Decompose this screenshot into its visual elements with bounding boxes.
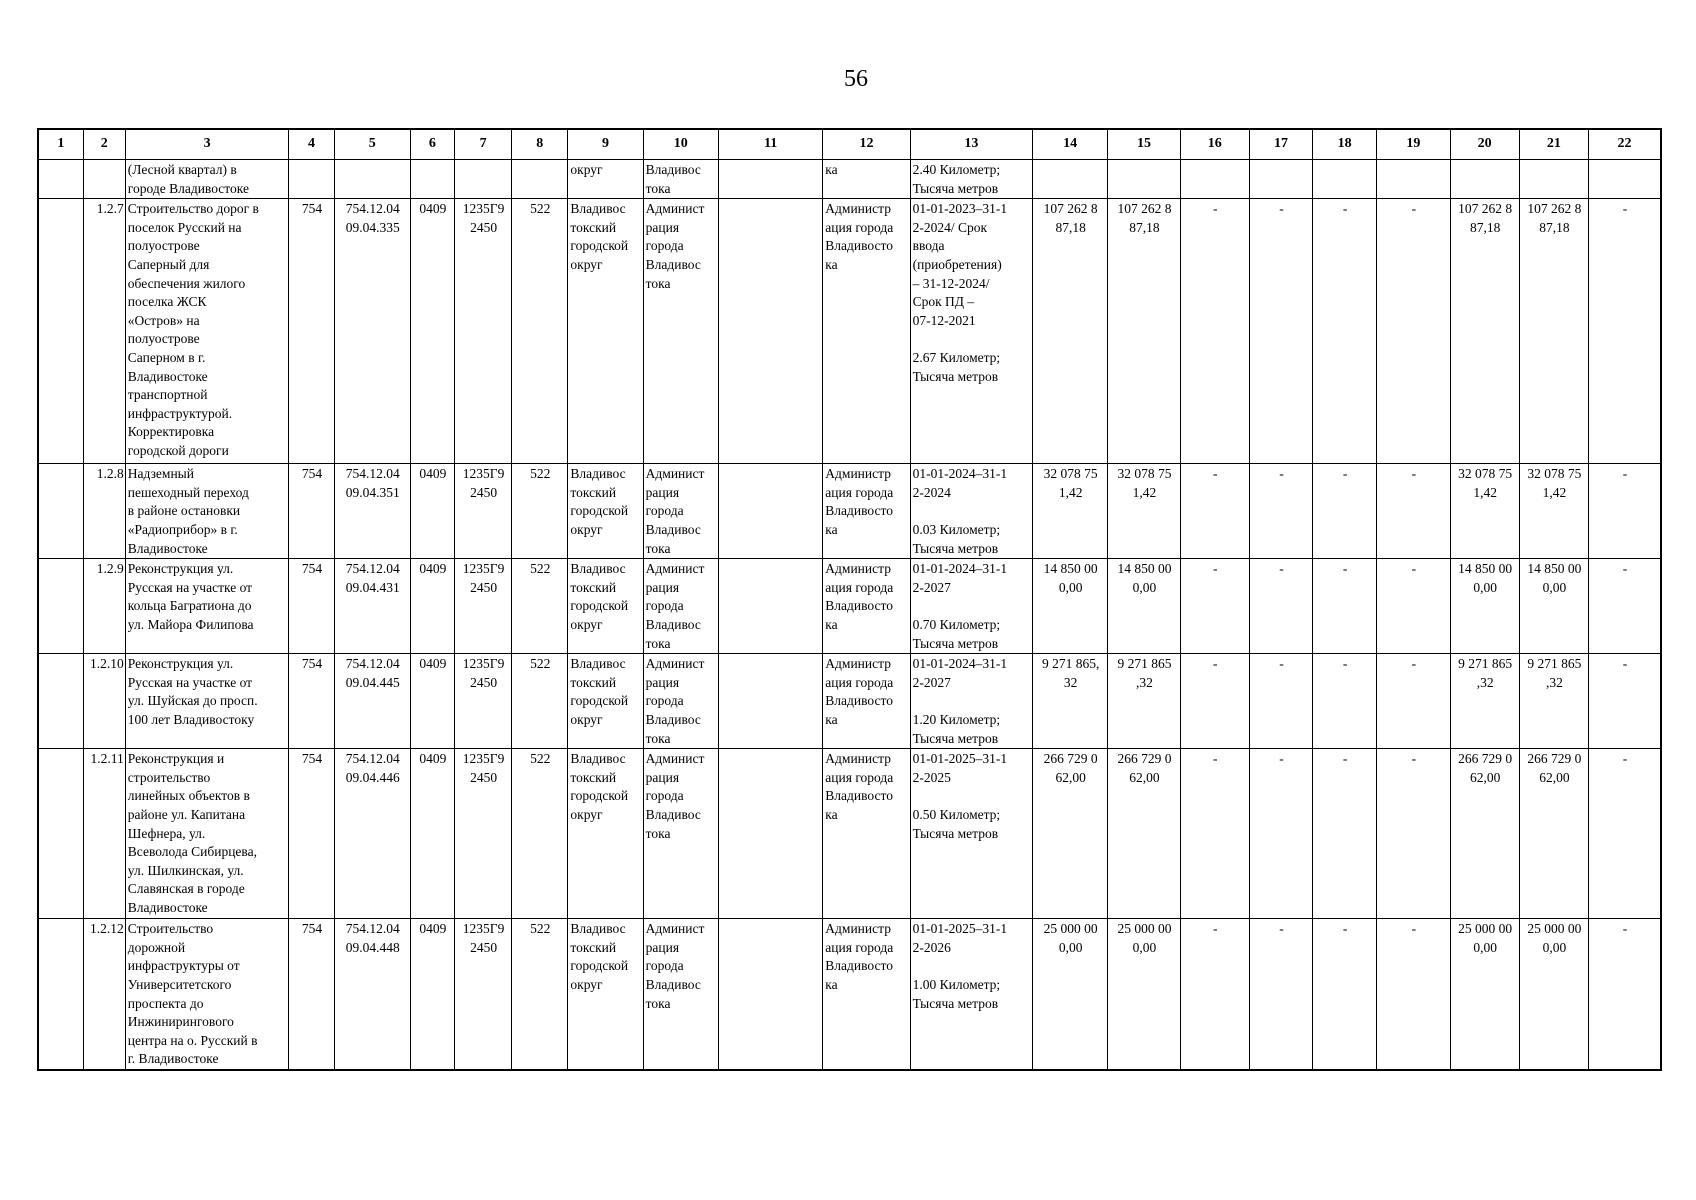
cell-c21: 9 271 865 ,32: [1519, 654, 1588, 749]
cell-c12: Администр ация города Владивосто ка: [823, 199, 910, 464]
cell-col-1: [38, 199, 83, 464]
header-row: [38, 129, 1661, 160]
column-header-13: 13: [910, 129, 1032, 160]
cell-c13: 01-01-2024–31-1 2-2027 0.70 Километр; Тысяча метров: [910, 559, 1032, 654]
cell-c5: 754.12.04 09.04.335: [334, 199, 410, 464]
cell-c15: 32 078 75 1,42: [1108, 464, 1180, 559]
cell-c14: 14 850 00 0,00: [1033, 559, 1108, 654]
cell-col-1: [38, 919, 83, 1070]
cell-c5: 754.12.04 09.04.446: [334, 749, 410, 919]
cell-c15: 9 271 865 ,32: [1108, 654, 1180, 749]
cell-num: 1.2.8: [83, 464, 125, 559]
data-table: [37, 128, 1662, 1071]
cell-c17: -: [1249, 199, 1312, 464]
cell-c19: [1377, 160, 1450, 199]
cell-c13: 2.40 Километр; Тысяча метров: [910, 160, 1032, 199]
table-row: [38, 654, 1661, 749]
cell-c17: -: [1249, 919, 1312, 1070]
cell-c10: Админист рация города Владивос тока: [643, 199, 718, 464]
cell-c12: Администр ация города Владивосто ка: [823, 559, 910, 654]
cell-c19: -: [1377, 464, 1450, 559]
cell-c18: -: [1313, 654, 1377, 749]
cell-c18: -: [1313, 464, 1377, 559]
cell-c20: [1450, 160, 1519, 199]
cell-c21: 14 850 00 0,00: [1519, 559, 1588, 654]
column-header-9: 9: [568, 129, 643, 160]
column-header-11: 11: [718, 129, 822, 160]
cell-c12: Администр ация города Владивосто ка: [823, 919, 910, 1070]
table-body: [38, 160, 1661, 1070]
cell-c9: Владивос токский городской округ: [568, 199, 643, 464]
cell-c18: -: [1313, 199, 1377, 464]
cell-c6: 0409: [410, 464, 454, 559]
cell-c19: -: [1377, 654, 1450, 749]
cell-c18: [1313, 160, 1377, 199]
cell-c6: 0409: [410, 199, 454, 464]
cell-num: 1.2.7: [83, 199, 125, 464]
cell-col-1: [38, 160, 83, 199]
cell-c18: -: [1313, 749, 1377, 919]
cell-c11: [718, 559, 822, 654]
cell-col-1: [38, 749, 83, 919]
cell-c22: -: [1589, 199, 1661, 464]
cell-c4: 754: [289, 749, 334, 919]
cell-col-1: [38, 654, 83, 749]
cell-c21: 32 078 75 1,42: [1519, 464, 1588, 559]
cell-c4: 754: [289, 559, 334, 654]
cell-name: Реконструкция ул. Русская на участке от кольца Багратиона до ул. Майора Филипова: [125, 559, 289, 654]
table-row: [38, 559, 1661, 654]
cell-c7: [454, 160, 511, 199]
cell-c5: 754.12.04 09.04.445: [334, 654, 410, 749]
cell-c15: 25 000 00 0,00: [1108, 919, 1180, 1070]
cell-num: 1.2.10: [83, 654, 125, 749]
cell-c20: 32 078 75 1,42: [1450, 464, 1519, 559]
cell-c12: Администр ация города Владивосто ка: [823, 464, 910, 559]
cell-c6: 0409: [410, 919, 454, 1070]
cell-c13: 01-01-2024–31-1 2-2027 1.20 Километр; Тысяча метров: [910, 654, 1032, 749]
cell-c16: -: [1180, 654, 1249, 749]
cell-c20: 9 271 865 ,32: [1450, 654, 1519, 749]
cell-c16: -: [1180, 749, 1249, 919]
cell-c20: 25 000 00 0,00: [1450, 919, 1519, 1070]
column-header-18: 18: [1313, 129, 1377, 160]
cell-c19: -: [1377, 749, 1450, 919]
cell-c12: Администр ация города Владивосто ка: [823, 749, 910, 919]
cell-c11: [718, 464, 822, 559]
cell-c16: -: [1180, 919, 1249, 1070]
cell-c22: -: [1589, 559, 1661, 654]
cell-c13: 01-01-2024–31-1 2-2024 0.03 Километр; Тысяча метров: [910, 464, 1032, 559]
cell-c22: -: [1589, 654, 1661, 749]
column-header-20: 20: [1450, 129, 1519, 160]
cell-c17: -: [1249, 749, 1312, 919]
cell-c10: Админист рация города Владивос тока: [643, 749, 718, 919]
cell-c14: 9 271 865, 32: [1033, 654, 1108, 749]
cell-name: Строительство дорог в поселок Русский на полуострове Саперный для обеспечения жилого поселка ЖСК «Остров» на полуострове Саперном в г. Владивостоке транспортной инфраструктурой. Корректировка городской дороги: [125, 199, 289, 464]
cell-c21: 107 262 8 87,18: [1519, 199, 1588, 464]
cell-c8: 522: [512, 749, 568, 919]
cell-c17: [1249, 160, 1312, 199]
cell-c16: [1180, 160, 1249, 199]
cell-c9: Владивос токский городской округ: [568, 464, 643, 559]
cell-c15: 14 850 00 0,00: [1108, 559, 1180, 654]
cell-c13: 01-01-2025–31-1 2-2025 0.50 Километр; Тысяча метров: [910, 749, 1032, 919]
cell-c20: 266 729 0 62,00: [1450, 749, 1519, 919]
cell-c6: [410, 160, 454, 199]
cell-c5: 754.12.04 09.04.448: [334, 919, 410, 1070]
cell-c4: [289, 160, 334, 199]
cell-c13: 01-01-2023–31-1 2-2024/ Срок ввода (приобретения) – 31-12-2024/ Срок ПД – 07-12-2021 2.67 Километр; Тысяча метров: [910, 199, 1032, 464]
cell-col-1: [38, 464, 83, 559]
cell-c15: 107 262 8 87,18: [1108, 199, 1180, 464]
cell-num: 1.2.12: [83, 919, 125, 1070]
table-row: [38, 160, 1661, 199]
cell-c17: -: [1249, 559, 1312, 654]
cell-c16: -: [1180, 559, 1249, 654]
cell-c10: Админист рация города Владивос тока: [643, 559, 718, 654]
cell-c19: -: [1377, 199, 1450, 464]
cell-c21: [1519, 160, 1588, 199]
table-row: [38, 749, 1661, 919]
cell-c4: 754: [289, 199, 334, 464]
cell-c22: -: [1589, 464, 1661, 559]
cell-c8: [512, 160, 568, 199]
cell-c21: 25 000 00 0,00: [1519, 919, 1588, 1070]
cell-c11: [718, 654, 822, 749]
cell-c11: [718, 160, 822, 199]
cell-c14: 107 262 8 87,18: [1033, 199, 1108, 464]
cell-num: 1.2.9: [83, 559, 125, 654]
cell-c6: 0409: [410, 654, 454, 749]
cell-c6: 0409: [410, 749, 454, 919]
cell-c6: 0409: [410, 559, 454, 654]
column-header-5: 5: [334, 129, 410, 160]
cell-c4: 754: [289, 654, 334, 749]
cell-c16: -: [1180, 199, 1249, 464]
cell-c22: -: [1589, 919, 1661, 1070]
cell-c7: 1235Г9 2450: [454, 749, 511, 919]
column-header-22: 22: [1589, 129, 1661, 160]
cell-c10: Владивос тока: [643, 160, 718, 199]
cell-c18: -: [1313, 559, 1377, 654]
table-row: [38, 464, 1661, 559]
page-number: 56: [844, 66, 868, 92]
cell-c14: [1033, 160, 1108, 199]
cell-c12: Администр ация города Владивосто ка: [823, 654, 910, 749]
table-row: [38, 919, 1661, 1070]
cell-c4: 754: [289, 464, 334, 559]
cell-c8: 522: [512, 654, 568, 749]
cell-c7: 1235Г9 2450: [454, 199, 511, 464]
cell-c17: -: [1249, 464, 1312, 559]
cell-c18: -: [1313, 919, 1377, 1070]
cell-c13: 01-01-2025–31-1 2-2026 1.00 Километр; Тысяча метров: [910, 919, 1032, 1070]
cell-c17: -: [1249, 654, 1312, 749]
cell-name: (Лесной квартал) в городе Владивостоке: [125, 160, 289, 199]
column-header-6: 6: [410, 129, 454, 160]
cell-name: Реконструкция и строительство линейных объектов в районе ул. Капитана Шефнера, ул. Всеволода Сибирцева, ул. Шилкинская, ул. Славянская в городе Владивостоке: [125, 749, 289, 919]
cell-num: [83, 160, 125, 199]
column-header-7: 7: [454, 129, 511, 160]
cell-name: Строительство дорожной инфраструктуры от Университетского проспекта до Инжинирингового центра на о. Русский в г. Владивостоке: [125, 919, 289, 1070]
column-header-16: 16: [1180, 129, 1249, 160]
column-header-1: 1: [38, 129, 83, 160]
column-header-17: 17: [1249, 129, 1312, 160]
cell-c10: Админист рация города Владивос тока: [643, 919, 718, 1070]
column-header-15: 15: [1108, 129, 1180, 160]
cell-col-1: [38, 559, 83, 654]
cell-c9: Владивос токский городской округ: [568, 919, 643, 1070]
cell-c11: [718, 749, 822, 919]
cell-c12: ка: [823, 160, 910, 199]
cell-c14: 32 078 75 1,42: [1033, 464, 1108, 559]
cell-c5: 754.12.04 09.04.351: [334, 464, 410, 559]
cell-c8: 522: [512, 559, 568, 654]
column-header-12: 12: [823, 129, 910, 160]
cell-c14: 266 729 0 62,00: [1033, 749, 1108, 919]
column-header-21: 21: [1519, 129, 1588, 160]
column-header-10: 10: [643, 129, 718, 160]
column-header-14: 14: [1033, 129, 1108, 160]
cell-c9: Владивос токский городской округ: [568, 654, 643, 749]
cell-c9: округ: [568, 160, 643, 199]
cell-c5: 754.12.04 09.04.431: [334, 559, 410, 654]
cell-c21: 266 729 0 62,00: [1519, 749, 1588, 919]
column-header-2: 2: [83, 129, 125, 160]
cell-c19: -: [1377, 919, 1450, 1070]
column-header-4: 4: [289, 129, 334, 160]
cell-c7: 1235Г9 2450: [454, 559, 511, 654]
cell-c7: 1235Г9 2450: [454, 919, 511, 1070]
cell-num: 1.2.11: [83, 749, 125, 919]
cell-c22: [1589, 160, 1661, 199]
cell-c15: [1108, 160, 1180, 199]
cell-c8: 522: [512, 919, 568, 1070]
cell-c10: Админист рация города Владивос тока: [643, 464, 718, 559]
cell-c4: 754: [289, 919, 334, 1070]
column-header-3: 3: [125, 129, 289, 160]
cell-c8: 522: [512, 199, 568, 464]
cell-c14: 25 000 00 0,00: [1033, 919, 1108, 1070]
cell-c20: 14 850 00 0,00: [1450, 559, 1519, 654]
cell-c16: -: [1180, 464, 1249, 559]
cell-c19: -: [1377, 559, 1450, 654]
cell-c7: 1235Г9 2450: [454, 464, 511, 559]
cell-c11: [718, 199, 822, 464]
cell-c9: Владивос токский городской округ: [568, 749, 643, 919]
cell-c10: Админист рация города Владивос тока: [643, 654, 718, 749]
cell-c5: [334, 160, 410, 199]
cell-c15: 266 729 0 62,00: [1108, 749, 1180, 919]
table-row: [38, 199, 1661, 464]
cell-c8: 522: [512, 464, 568, 559]
column-header-8: 8: [512, 129, 568, 160]
cell-c7: 1235Г9 2450: [454, 654, 511, 749]
column-header-19: 19: [1377, 129, 1450, 160]
cell-name: Реконструкция ул. Русская на участке от ул. Шуйская до просп. 100 лет Владивостоку: [125, 654, 289, 749]
cell-name: Надземный пешеходный переход в районе остановки «Радиоприбор» в г. Владивостоке: [125, 464, 289, 559]
cell-c9: Владивос токский городской округ: [568, 559, 643, 654]
cell-c11: [718, 919, 822, 1070]
cell-c22: -: [1589, 749, 1661, 919]
cell-c20: 107 262 8 87,18: [1450, 199, 1519, 464]
